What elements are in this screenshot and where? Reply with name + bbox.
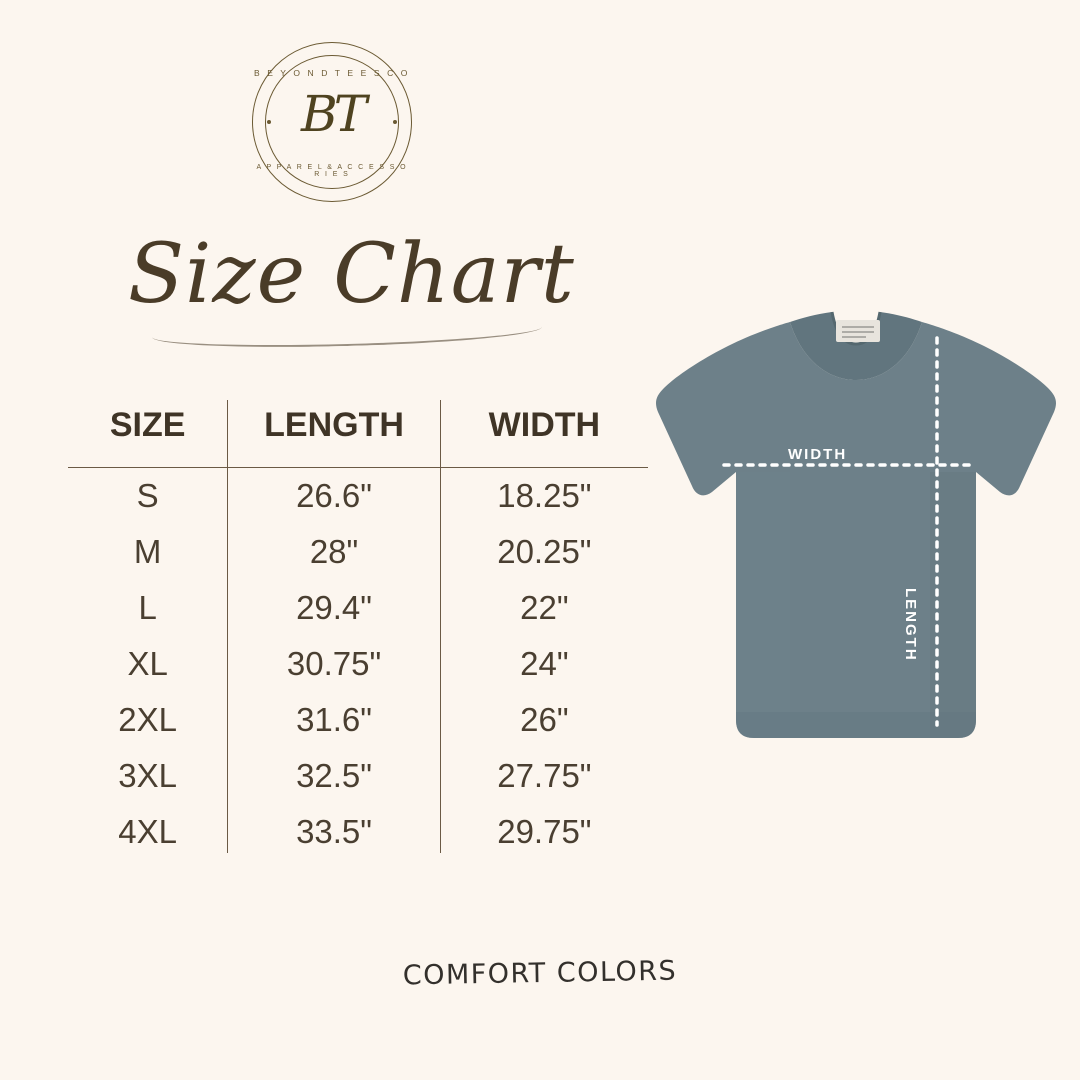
logo-arc-top-text: B E Y O N D T E E S C O — [253, 68, 410, 78]
logo-monogram: BT — [300, 85, 364, 143]
cell-length: 32.5" — [228, 748, 440, 804]
cell-size: 3XL — [68, 748, 228, 804]
cell-width: 26" — [520, 701, 569, 738]
table-row — [68, 748, 648, 804]
logo-dot-right-icon — [393, 120, 397, 124]
tshirt-graphic — [640, 300, 1070, 780]
cell-length: 28" — [228, 524, 440, 580]
cell-width: 24" — [520, 645, 569, 682]
cell-width: 22" — [520, 589, 569, 626]
logo-arc-bottom-text: A P P A R E L & A C C E S S O R I E S — [256, 164, 408, 178]
footer-brand-text: COMFORT COLORS — [402, 955, 678, 992]
page-title: Size Chart — [128, 232, 648, 318]
table-row — [68, 580, 648, 636]
cell-size: 2XL — [68, 692, 228, 748]
cell-length: 29.4" — [228, 580, 440, 636]
tshirt-illustration — [640, 300, 1070, 780]
cell-length: 31.6" — [228, 692, 440, 748]
cell-size: 4XL — [68, 804, 228, 853]
column-header-width: WIDTH — [488, 406, 601, 444]
cell-size: L — [68, 580, 228, 636]
table-row — [68, 636, 648, 692]
table-row — [68, 468, 648, 525]
logo-dot-left-icon — [267, 120, 271, 124]
cell-length: 26.6" — [228, 468, 440, 525]
column-header-size: SIZE — [68, 400, 228, 468]
cell-size: S — [68, 468, 228, 525]
cell-width: 27.75" — [497, 757, 592, 794]
column-header-length: LENGTH — [228, 400, 440, 468]
size-table — [68, 400, 648, 853]
cell-width: 18.25" — [497, 477, 592, 514]
table-row — [68, 804, 648, 853]
brand-logo — [252, 42, 412, 202]
shirt-length-label: LENGTH — [902, 588, 919, 662]
table-row — [68, 524, 648, 580]
cell-length: 30.75" — [228, 636, 440, 692]
table-header-row — [68, 400, 648, 468]
cell-size: XL — [68, 636, 228, 692]
cell-width: 20.25" — [497, 533, 592, 570]
table-row — [68, 692, 648, 748]
cell-width: 29.75" — [497, 813, 592, 850]
cell-length: 33.5" — [228, 804, 440, 853]
shirt-width-label: WIDTH — [788, 446, 848, 463]
cell-size: M — [68, 524, 228, 580]
